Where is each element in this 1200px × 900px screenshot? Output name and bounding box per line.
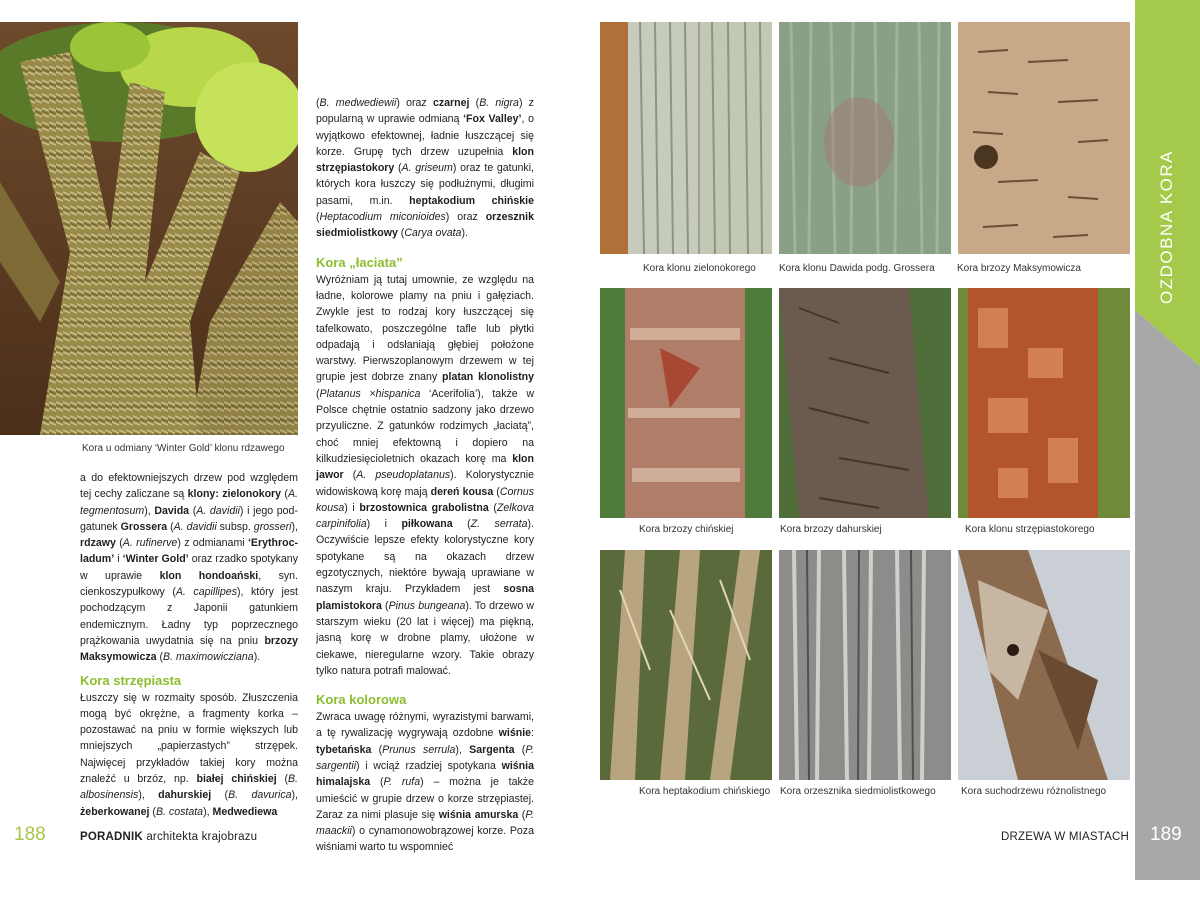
caption-6: Kora klonu strzępiastokorego <box>965 524 1095 535</box>
footer-right: DRZEWA W MIASTACH <box>1001 831 1129 843</box>
bark-photo-6 <box>958 288 1130 518</box>
main-bark-photo <box>0 22 298 435</box>
caption-9: Kora suchodrzewu różnolistnego <box>961 786 1107 797</box>
heading-kora-strzepiasta: Kora strzępiasta <box>80 672 182 688</box>
page-number-right: 189 <box>1150 824 1182 845</box>
bark-photo-7 <box>600 550 772 780</box>
caption-4: Kora brzozy chińskiej <box>639 524 734 535</box>
caption-1: Kora klonu zielonokorego <box>643 263 756 274</box>
bark-photo-2 <box>779 22 951 254</box>
paragraph-intro: a do efektowniejszych drzew pod względem tej cechy zaliczane są klony: zielonokory (A. tegmentosum), Davida (A. davidii) i jego podgatunek Grossera (A. davidii subsp. grosseri), rdzawy (A. rufinerve) z odmianami ‘Erythrocladum’ i ‘Winter Gold’ oraz rzadko spotykany w uprawie klon hondoański, syn. cienkoszypułkowy (A. capillipes), który jest pochodzącym z Japonii gatunkiem endemicznym. Ładny typ poprzecznego prążkowania uwydatnia się na pniu brzozy Maksymowicza (B. maximowicziana). <box>80 472 298 664</box>
side-tab <box>1135 0 1200 880</box>
bark-photo-8 <box>779 550 951 780</box>
bark-photo-1 <box>600 22 772 254</box>
side-tab-label: OZDOBNA KORA <box>1157 149 1176 304</box>
bark-photo-4 <box>600 288 772 518</box>
paragraph-strzepiasta: Łuszczy się w rozmaity sposób. Złuszczenia mogą być okrężne, a fragmenty korka – pozostawać na pniu w formie większych lub mniejszych „papierzastych” strzępek. Najwięcej przykładów takiej kory można znaleźć u brzóz, np. białej chińskiej (B. albosinensis), dahurskiej (B. davurica), żeberkowanej (B. costata), Medwediewa <box>80 691 298 818</box>
text-column-1 <box>80 470 298 820</box>
paragraph-kolorowa: Zwraca uwagę różnymi, wyrazistymi barwami, a tę rywalizację wygrywają ozdobne wiśnie: tybetańska (Prunus serrula), Sargenta (P. sargentii) i wciąż rzadziej spotykana wiśnia himalajska (P. rufa) – można je także umieścić w grupie drzew o korze strzępiastej. Zaraz za nimi plasuje się wiśnia amurska (P. maackii) o cynamonowobrązowej korze. Poza wiśniami warto tu wspomnieć <box>316 711 534 854</box>
bark-photo-5 <box>779 288 951 518</box>
footer-left-bold: PORADNIK <box>80 831 143 843</box>
paragraph-laciata: Wyróżniam ją tutaj umownie, ze względu na ładne, kolorowe plamy na pniu i gałęziach. Zwykle jest to rodzaj kory łuszczącej się tafelkowato, poszczególne tafle lub płytki odpadają i odsłaniają głębiej położone warstwy. Pierwszoplanowym drzewem w tej grupie jest dobrze znany platan klonolistny (Platanus ×hispanica ‘Acerifolia’), także w Polsce chętnie ostatnio sadzony jako drzewo przyuliczne. Z gatunków rodzimych „łaciatą”, choć mniej efektowną i dopiero na kilkudziesięcioletnich okazach korę ma klon jawor (A. pseudoplatanus). Kolorystycznie widowiskową korę mają dereń kousa (Cornus kousa) i brzostownica grabolistna (Zelkova carpinifolia) i piłkowana (Z. serrata). Oczywiście lepsze efekty kolorystyczne kory spotykane są na okazach drzew egzotycznych, niektóre bywają uprawiane w naszym kraju. Przykładem jest sosna plamistokora (Pinus bungeana). To drzewo w starszym wieku (20 lat i więcej) ma piękną, jasną korę w drobne plamy, ułożone w ciekawe, nieregularne wzory. Takie obrazy tylko natura potrafi malować. <box>316 273 535 677</box>
caption-8: Kora orzesznika siedmiolistkowego <box>780 786 936 797</box>
caption-3: Kora brzozy Maksymowicza <box>957 263 1081 274</box>
caption-2: Kora klonu Dawida podg. Grossera <box>779 263 935 274</box>
heading-kora-laciata: Kora „łaciata” <box>316 254 403 270</box>
footer-left <box>80 831 257 843</box>
bark-photo-3 <box>958 22 1130 254</box>
heading-kora-kolorowa: Kora kolorowa <box>316 692 407 708</box>
caption-5: Kora brzozy dahurskiej <box>780 524 882 535</box>
main-photo-caption: Kora u odmiany ‘Winter Gold’ klonu rdzawego <box>82 443 285 454</box>
text-column-2 <box>316 95 534 856</box>
bark-photo-9 <box>958 550 1130 780</box>
paragraph-continued: (B. medwediewii) oraz czarnej (B. nigra) z popularną w uprawie odmianą ‘Fox Valley’, o wyjątkowo efektownej, ładnie łuszczącej się korze. Grupę tych drzew uzupełnia klon strzępiastokory (A. griseum) oraz te gatunki, których kora łuszczy się podłużnymi, długimi pasami, m.in. heptakodium chińskie (Heptacodium miconioides) oraz orzesznik siedmiolistkowy (Carya ovata). <box>316 97 534 240</box>
footer-left-rest: architekta krajobrazu <box>142 831 258 843</box>
page-number-left: 188 <box>14 824 46 845</box>
caption-7: Kora heptakodium chińskiego <box>639 786 771 797</box>
